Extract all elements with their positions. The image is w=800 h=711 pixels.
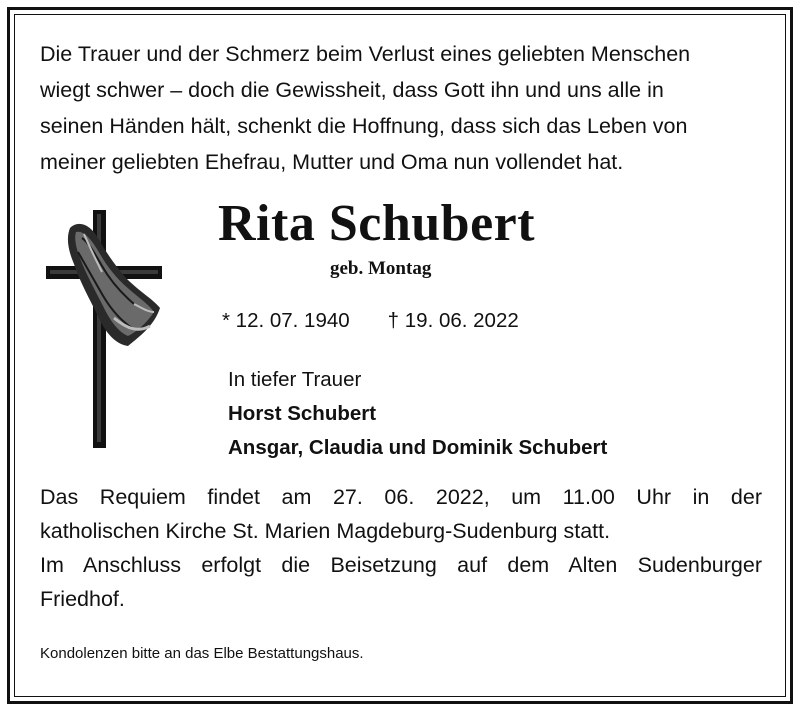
condolence-note: Kondolenzen bitte an das Elbe Bestattungshaus. — [40, 645, 364, 662]
mourning-intro: In tiefer Trauer — [228, 368, 362, 391]
intro-line: meiner geliebten Ehefrau, Mutter und Oma nun vollendet hat. — [40, 150, 624, 174]
intro-line: seinen Händen hält, schenkt die Hoffnung, dass sich das Leben von — [40, 114, 688, 138]
mourner-line: Horst Schubert — [228, 402, 377, 425]
requiem-line: Im Anschluss erfolgt die Beisetzung auf dem Alten Sudenburger — [40, 553, 762, 577]
deceased-name: Rita Schubert — [218, 195, 536, 252]
requiem-line: katholischen Kirche St. Marien Magdeburg-Sudenburg statt. — [40, 519, 611, 543]
birth-date: * 12. 07. 1940 — [222, 309, 350, 332]
intro-text — [40, 36, 762, 180]
mourner-line: Ansgar, Claudia und Dominik Schubert — [228, 436, 608, 459]
cross-with-praying-hands-icon — [44, 208, 164, 448]
intro-line: Die Trauer und der Schmerz beim Verlust eines geliebten Menschen — [40, 42, 691, 66]
requiem-text — [40, 480, 762, 616]
requiem-line: Friedhof. — [40, 587, 125, 611]
intro-line: wiegt schwer – doch die Gewissheit, dass Gott ihn und uns alle in — [40, 78, 664, 102]
life-dates — [222, 306, 519, 336]
birth-name: geb. Montag — [330, 258, 432, 279]
requiem-line: Das Requiem findet am 27. 06. 2022, um 11.00 Uhr in der — [40, 485, 762, 509]
death-date: † 19. 06. 2022 — [387, 309, 519, 332]
mourners-block — [228, 363, 607, 465]
